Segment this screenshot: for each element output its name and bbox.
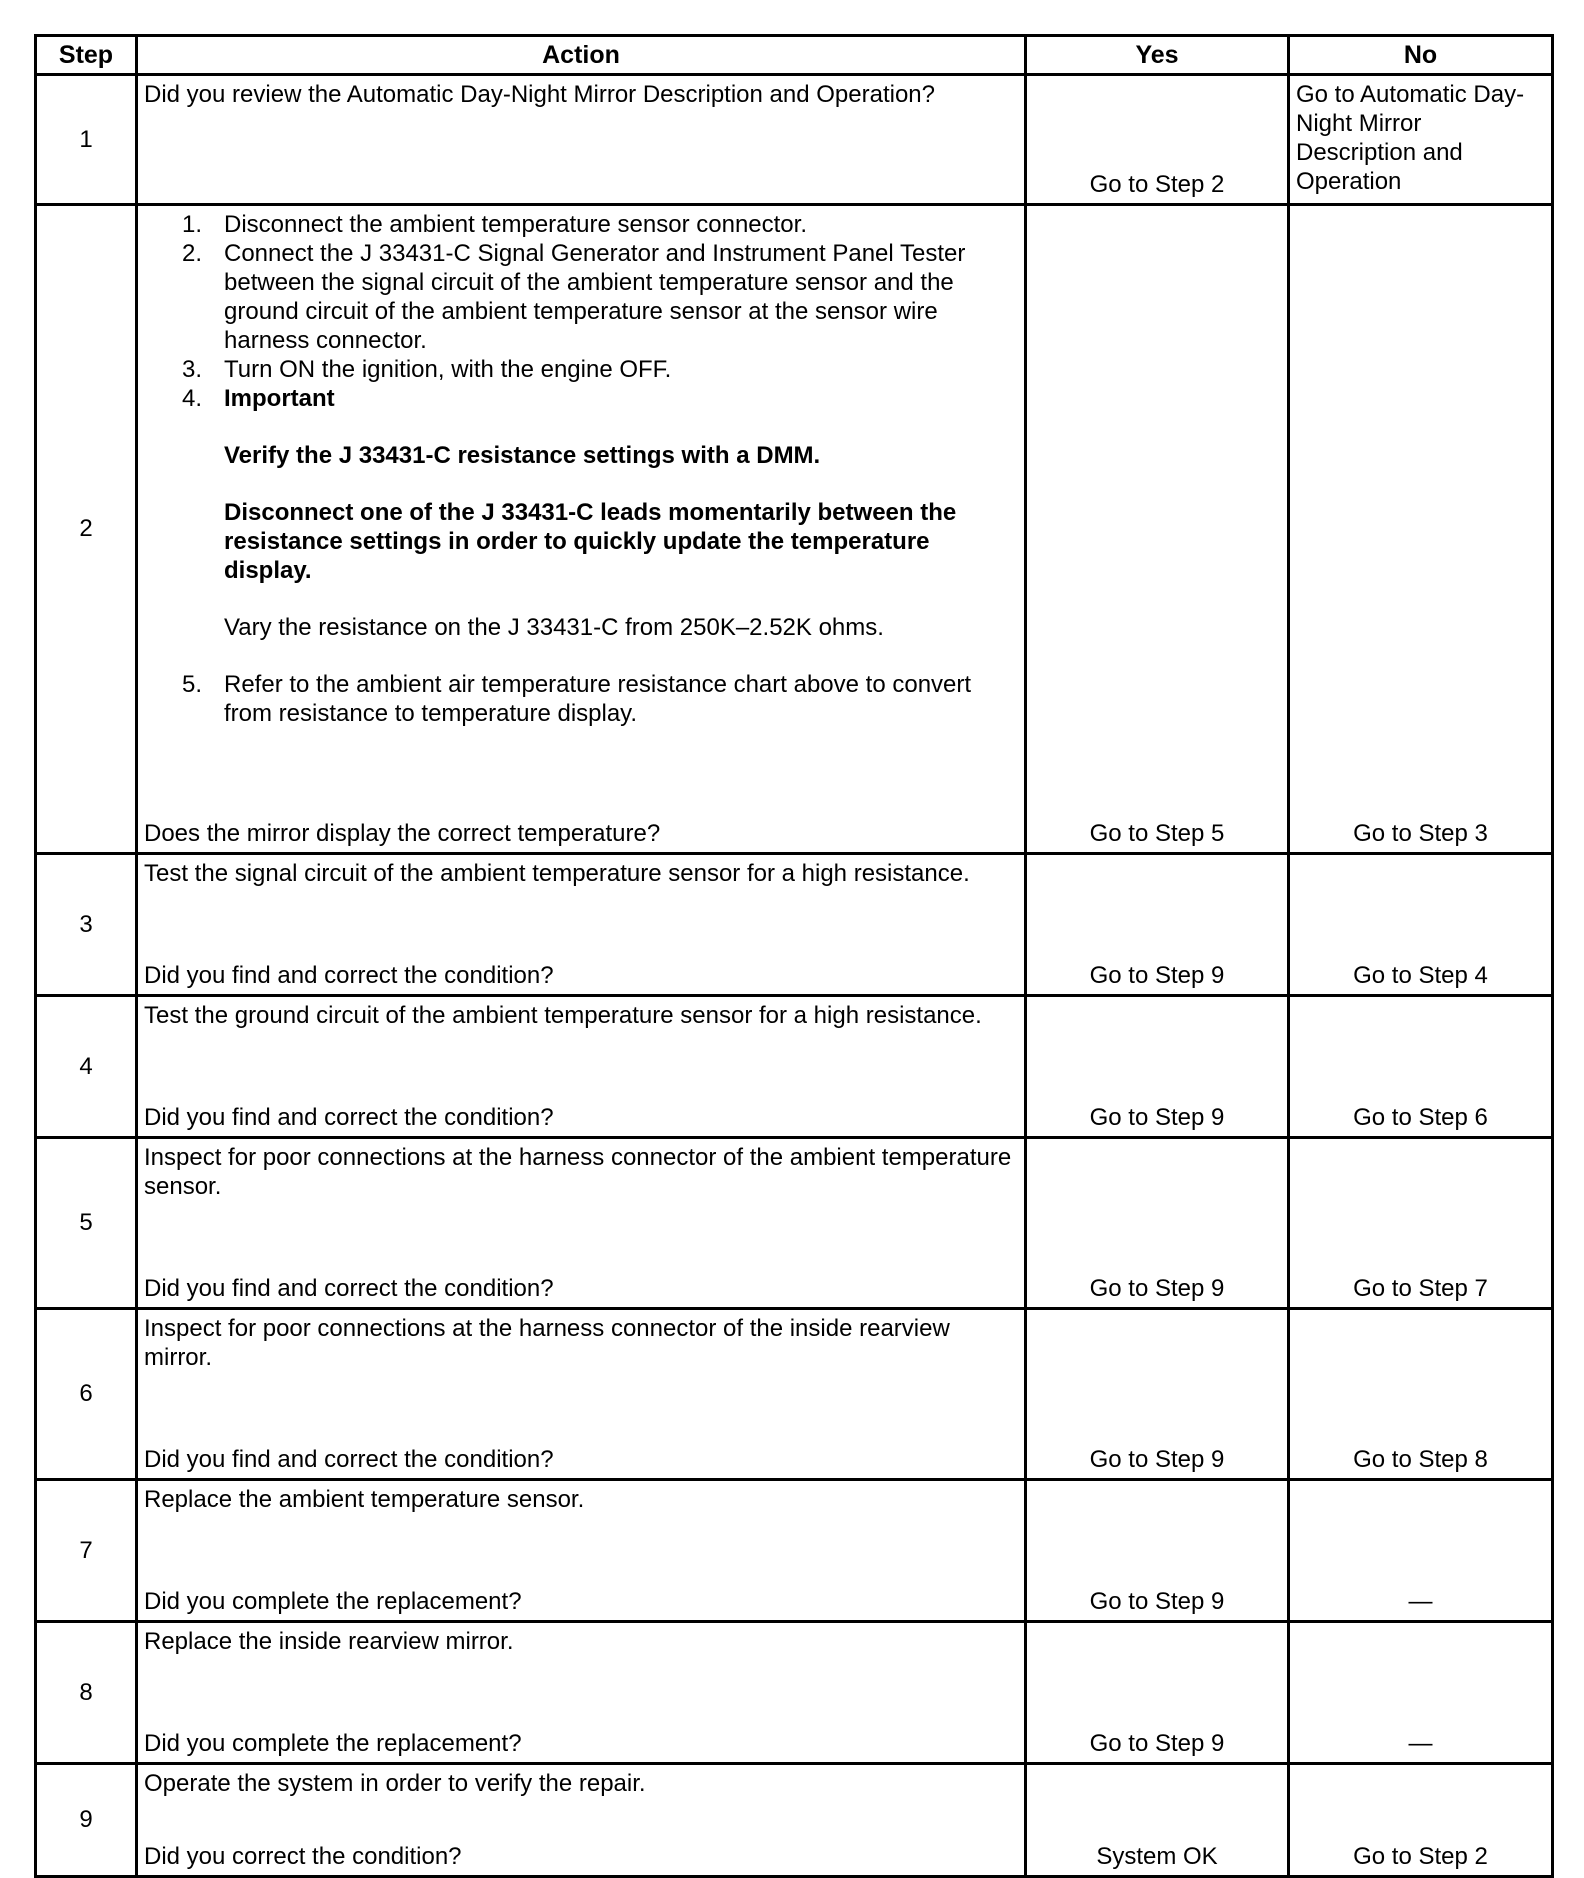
yes-cell xyxy=(1026,1764,1289,1877)
list-item: 4. Important Verify the J 33431-C resistance settings with a DMM. Disconnect one of the J 33431-C leads momentarily between the resistance settings in order to quickly update the temperature display. Vary the resistance on the J 33431-C from 250K–2.52K ohms. xyxy=(144,384,1018,670)
action-cell xyxy=(137,75,1026,205)
step-number: 8 xyxy=(36,1622,137,1764)
step-number: 2 xyxy=(36,205,137,854)
action-cell xyxy=(137,996,1026,1138)
yes-text: Go to Step 2 xyxy=(1089,171,1225,198)
step-number: 7 xyxy=(36,1480,137,1622)
no-text: — xyxy=(1408,1730,1433,1757)
no-cell xyxy=(1289,75,1553,205)
step-number: 6 xyxy=(36,1309,137,1480)
no-text: — xyxy=(1408,1588,1433,1615)
table-row xyxy=(36,1622,1553,1764)
instruction-list xyxy=(144,210,1018,728)
vary-resistance-text: Vary the resistance on the J 33431-C from 250K–2.52K ohms. xyxy=(224,614,884,641)
no-text: Go to Step 2 xyxy=(1353,1843,1488,1870)
diagnostic-table xyxy=(34,34,1554,1878)
yes-text: Go to Step 9 xyxy=(1089,962,1225,989)
yes-text: Go to Step 5 xyxy=(1089,820,1225,847)
question-text: Did you complete the replacement? xyxy=(144,1730,522,1757)
no-cell xyxy=(1289,1622,1553,1764)
action-text: Test the signal circuit of the ambient temperature sensor for a high resistance. xyxy=(144,860,970,887)
no-text: Go to Step 7 xyxy=(1353,1275,1488,1302)
no-text: Go to Step 6 xyxy=(1353,1104,1488,1131)
question-text: Did you find and correct the condition? xyxy=(144,962,554,989)
no-cell xyxy=(1289,996,1553,1138)
no-text: Go to Automatic Day-Night Mirror Description and Operation xyxy=(1296,81,1525,195)
no-cell xyxy=(1289,1309,1553,1480)
table-row xyxy=(36,75,1553,205)
action-text: Replace the inside rearview mirror. xyxy=(144,1628,514,1655)
no-cell xyxy=(1289,854,1553,996)
action-cell xyxy=(137,1622,1026,1764)
table-row xyxy=(36,854,1553,996)
important-label: Important xyxy=(224,385,335,412)
no-cell xyxy=(1289,1138,1553,1309)
yes-text: Go to Step 9 xyxy=(1089,1446,1225,1473)
important-note-1: Verify the J 33431-C resistance settings with a DMM. xyxy=(224,442,821,469)
yes-text: System OK xyxy=(1096,1843,1218,1870)
header-yes: Yes xyxy=(1026,36,1289,75)
no-cell xyxy=(1289,1764,1553,1877)
table-row xyxy=(36,205,1553,854)
header-row xyxy=(36,36,1553,75)
list-item: 3. Turn ON the ignition, with the engine OFF. xyxy=(181,356,672,383)
yes-cell xyxy=(1026,1309,1289,1480)
table-row xyxy=(36,1138,1553,1309)
question-text: Did you find and correct the condition? xyxy=(144,1275,554,1302)
question-text: Does the mirror display the correct temperature? xyxy=(144,820,661,847)
action-text: Did you review the Automatic Day-Night Mirror Description and Operation? xyxy=(144,81,936,108)
action-text: Operate the system in order to verify the repair. xyxy=(144,1770,646,1797)
question-text: Did you complete the replacement? xyxy=(144,1588,522,1615)
table-row xyxy=(36,1309,1553,1480)
yes-text: Go to Step 9 xyxy=(1089,1588,1225,1615)
no-text: Go to Step 8 xyxy=(1353,1446,1488,1473)
action-cell xyxy=(137,854,1026,996)
table-row xyxy=(36,996,1553,1138)
yes-cell xyxy=(1026,205,1289,854)
step-number: 5 xyxy=(36,1138,137,1309)
step-number: 1 xyxy=(36,75,137,205)
no-text: Go to Step 3 xyxy=(1353,820,1488,847)
step-number: 9 xyxy=(36,1764,137,1877)
list-item: 5. Refer to the ambient air temperature resistance chart above to convert from resistance to temperature display. xyxy=(181,671,972,727)
yes-cell xyxy=(1026,75,1289,205)
action-text: Inspect for poor connections at the harness connector of the inside rearview mirror. xyxy=(144,1315,950,1371)
step-number: 4 xyxy=(36,996,137,1138)
list-item: 2. Connect the J 33431-C Signal Generator and Instrument Panel Tester between the signal circuit of the ambient temperature sensor and the ground circuit of the ambient temperature sensor at the sensor wire harness connector. xyxy=(181,240,966,354)
action-text: Inspect for poor connections at the harness connector of the ambient temperature sensor. xyxy=(144,1144,1012,1200)
important-note-2: Disconnect one of the J 33431-C leads momentarily between the resistance settings in order to quickly update the temperature display. xyxy=(224,499,957,584)
table-row xyxy=(36,1480,1553,1622)
yes-cell xyxy=(1026,854,1289,996)
list-item: 1. Disconnect the ambient temperature sensor connector. xyxy=(181,211,807,238)
yes-cell xyxy=(1026,996,1289,1138)
yes-cell xyxy=(1026,1622,1289,1764)
yes-text: Go to Step 9 xyxy=(1089,1730,1225,1757)
header-step: Step xyxy=(36,36,137,75)
step-number: 3 xyxy=(36,854,137,996)
yes-text: Go to Step 9 xyxy=(1089,1275,1225,1302)
header-action: Action xyxy=(137,36,1026,75)
no-cell xyxy=(1289,1480,1553,1622)
question-text: Did you find and correct the condition? xyxy=(144,1446,554,1473)
question-text: Did you correct the condition? xyxy=(144,1843,462,1870)
action-cell xyxy=(137,205,1026,854)
question-text: Did you find and correct the condition? xyxy=(144,1104,554,1131)
no-cell xyxy=(1289,205,1553,854)
yes-cell xyxy=(1026,1480,1289,1622)
yes-cell xyxy=(1026,1138,1289,1309)
action-cell xyxy=(137,1309,1026,1480)
action-cell xyxy=(137,1764,1026,1877)
no-text: Go to Step 4 xyxy=(1353,962,1488,989)
header-no: No xyxy=(1289,36,1553,75)
action-text: Test the ground circuit of the ambient temperature sensor for a high resistance. xyxy=(144,1002,982,1029)
action-text: Replace the ambient temperature sensor. xyxy=(144,1486,585,1513)
yes-text: Go to Step 9 xyxy=(1089,1104,1225,1131)
action-cell xyxy=(137,1480,1026,1622)
table-row xyxy=(36,1764,1553,1877)
action-cell xyxy=(137,1138,1026,1309)
